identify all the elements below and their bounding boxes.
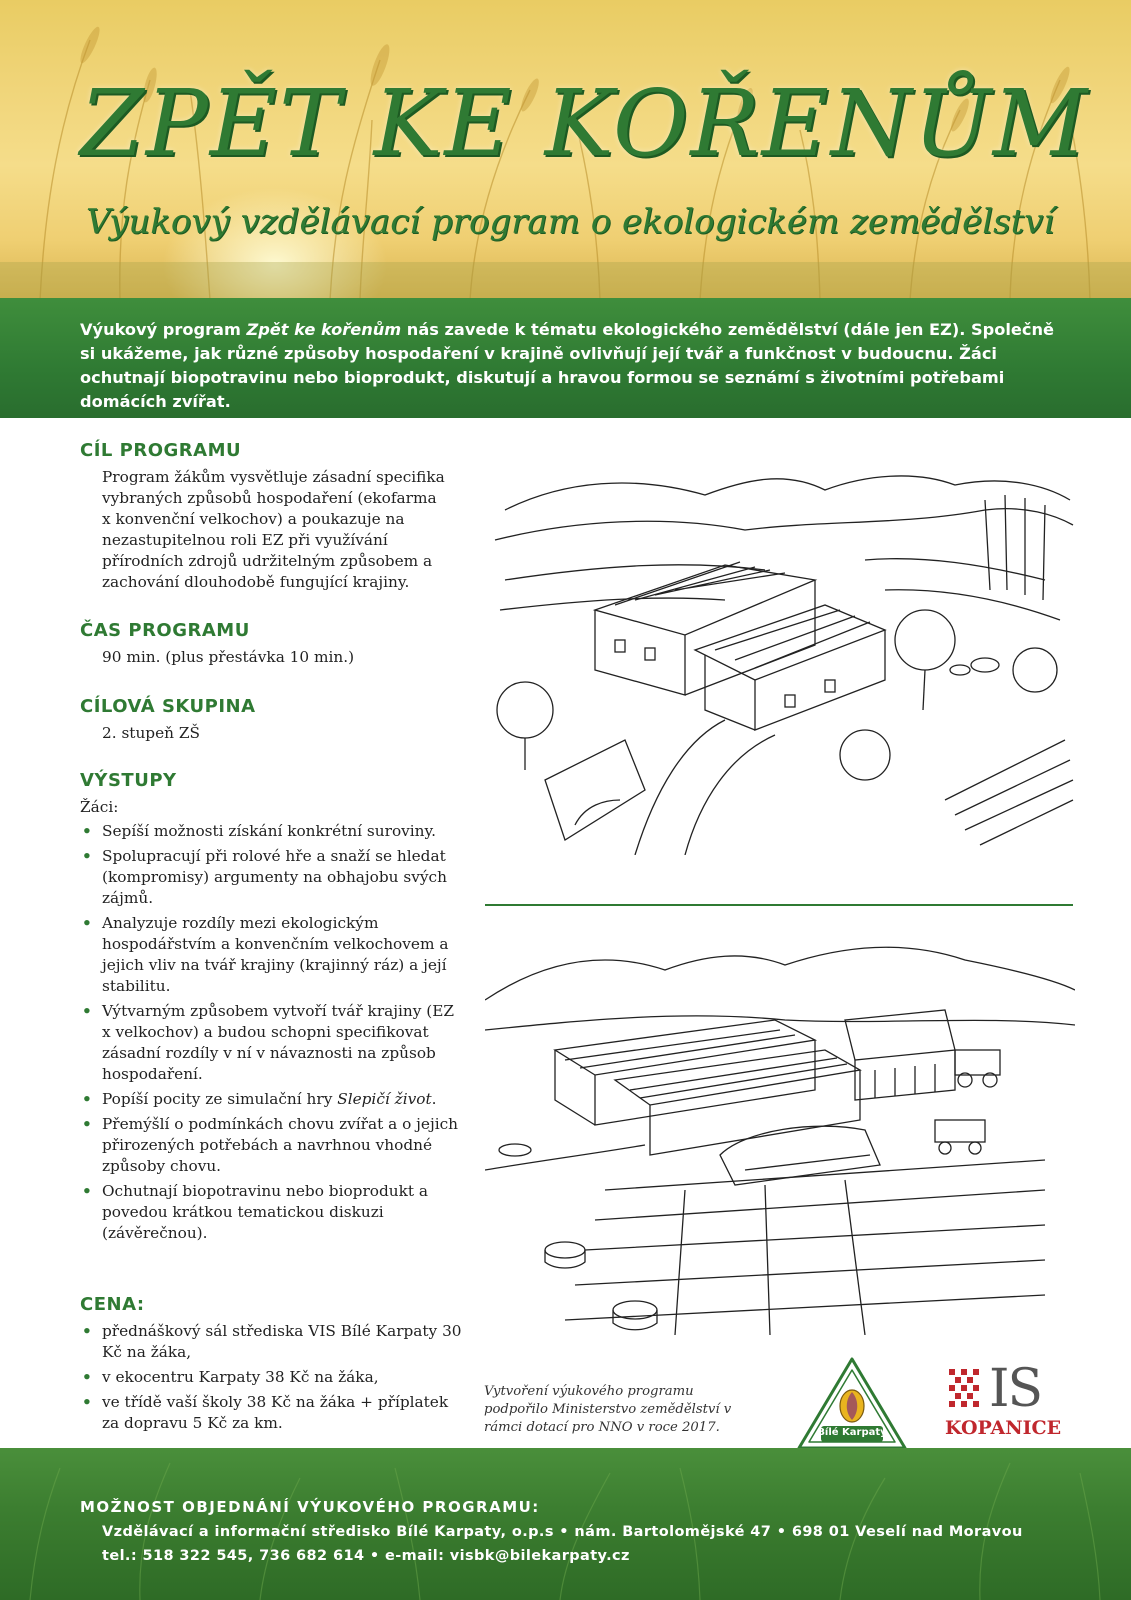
game-item-end: . [431, 1090, 437, 1108]
price-section [80, 1294, 465, 1438]
target-section [80, 696, 256, 744]
outputs-heading: VÝSTUPY [80, 770, 177, 791]
bile-karpaty-logo [795, 1356, 909, 1452]
list-item: • ve třídě vaší školy 38 Kč na žáka + příplatek za dopravu 5 Kč za km. [80, 1392, 465, 1434]
goal-heading: CÍL PROGRAMU [80, 440, 242, 461]
conventional-farm-illustration [485, 940, 1075, 1335]
target-text: 2. stupeň ZŠ [102, 724, 200, 742]
list-item-game [80, 1089, 465, 1110]
target-heading: CÍLOVÁ SKUPINA [80, 696, 256, 717]
list-item: • Sepíší možnosti získání konkrétní suroviny. [80, 821, 465, 842]
time-section [80, 620, 354, 668]
footer-contact: tel.: 518 322 545, 736 682 614 • e-mail: visbk@bilekarpaty.cz [102, 1548, 630, 1564]
list-item: • Ochutnají biopotravinu nebo bioprodukt a povedou krátkou tematickou diskuzi (závěrečnou). [80, 1181, 465, 1244]
kopanice-logo-text: KOPANICE [945, 1417, 1062, 1439]
intro-program-name: Zpět ke kořenům [246, 320, 402, 339]
time-heading: ČAS PROGRAMU [80, 620, 250, 641]
page-title: ZPĚT KE KOŘENŮM [80, 70, 1090, 177]
list-item: • přednáškový sál střediska VIS Bílé Karpaty 30 Kč na žáka, [80, 1321, 465, 1363]
footer-heading: MOŽNOST OBJEDNÁNÍ VÝUKOVÉHO PROGRAMU: [80, 1498, 540, 1516]
outputs-lead: Žáci: [80, 798, 119, 816]
footer-address: Vzdělávací a informační středisko Bílé Karpaty, o.p.s • nám. Bartolomějské 47 • 698 01 Veselí nad Moravou [102, 1524, 1023, 1540]
intro-paragraph [80, 318, 1060, 414]
eco-farm-illustration [485, 470, 1075, 855]
intro-text-start: Výukový program [80, 320, 247, 339]
game-name: Slepičí život [337, 1090, 432, 1108]
is-kopanice-logo [945, 1359, 1070, 1443]
price-heading: CENA: [80, 1294, 145, 1315]
intro-text-rest: nás zavede k tématu ekologického zemědělství (dále jen EZ). Společně si ukážeme, jak různé způsoby hospodaření v krajině ovlivňují její tvář a funkčnost v budoucnu. Žáci ochutnají biopotravinu nebo bioprodukt, diskutují a hravou formou se seznámí s životními potřebami domácích zvířat. [80, 320, 1055, 411]
folk-pattern-icon [945, 1365, 985, 1417]
list-item: • Přemýšlí o podmínkách chovu zvířat a o jejich přirozených potřebách a navrhnou vhodné způsoby chovu. [80, 1114, 465, 1177]
price-list [80, 1321, 465, 1434]
list-item: • v ekocentru Karpaty 38 Kč na žáka, [80, 1367, 465, 1388]
illustration-divider [485, 904, 1073, 906]
page-subtitle: Výukový vzdělávací program o ekologickém zemědělství [86, 202, 1055, 242]
list-item: • Spolupracují při rolové hře a snaží se hledat (kompromisy) argumenty na obhajobu svých zájmů. [80, 846, 465, 909]
goal-section [80, 440, 450, 593]
is-logo-text: IS [989, 1359, 1042, 1419]
game-item-text: Popíší pocity ze simulační hry [102, 1090, 338, 1108]
funding-credit: Vytvoření výukového programu podpořilo Ministerstvo zemědělství v rámci dotací pro NNO v roce 2017. [484, 1384, 732, 1435]
header-banner [0, 0, 1131, 300]
time-text: 90 min. (plus přestávka 10 min.) [102, 648, 355, 666]
outputs-section [80, 770, 465, 1248]
list-item: • Výtvarným způsobem vytvoří tvář krajiny (EZ x velkochov) a budou schopni specifikovat zásadní rozdíly v ní v návaznosti na způsob hospodaření. [80, 1001, 465, 1085]
outputs-list [80, 821, 465, 1244]
goal-text: Program žákům vysvětluje zásadní specifika vybraných způsobů hospodaření (ekofarma x konvenční velkochov) a poukazuje na nezastupitelnou roli EZ při využívání přírodních zdrojů udržitelným způsobem a zachování dlouhodobě fungující krajiny. [102, 468, 445, 591]
bile-karpaty-label: Bílé Karpaty [817, 1427, 887, 1438]
list-item: • Analyzuje rozdíly mezi ekologickým hospodářstvím a konvenčním velkochovem a jejich vliv na tvář krajiny (krajinný ráz) a její stabilitu. [80, 913, 465, 997]
